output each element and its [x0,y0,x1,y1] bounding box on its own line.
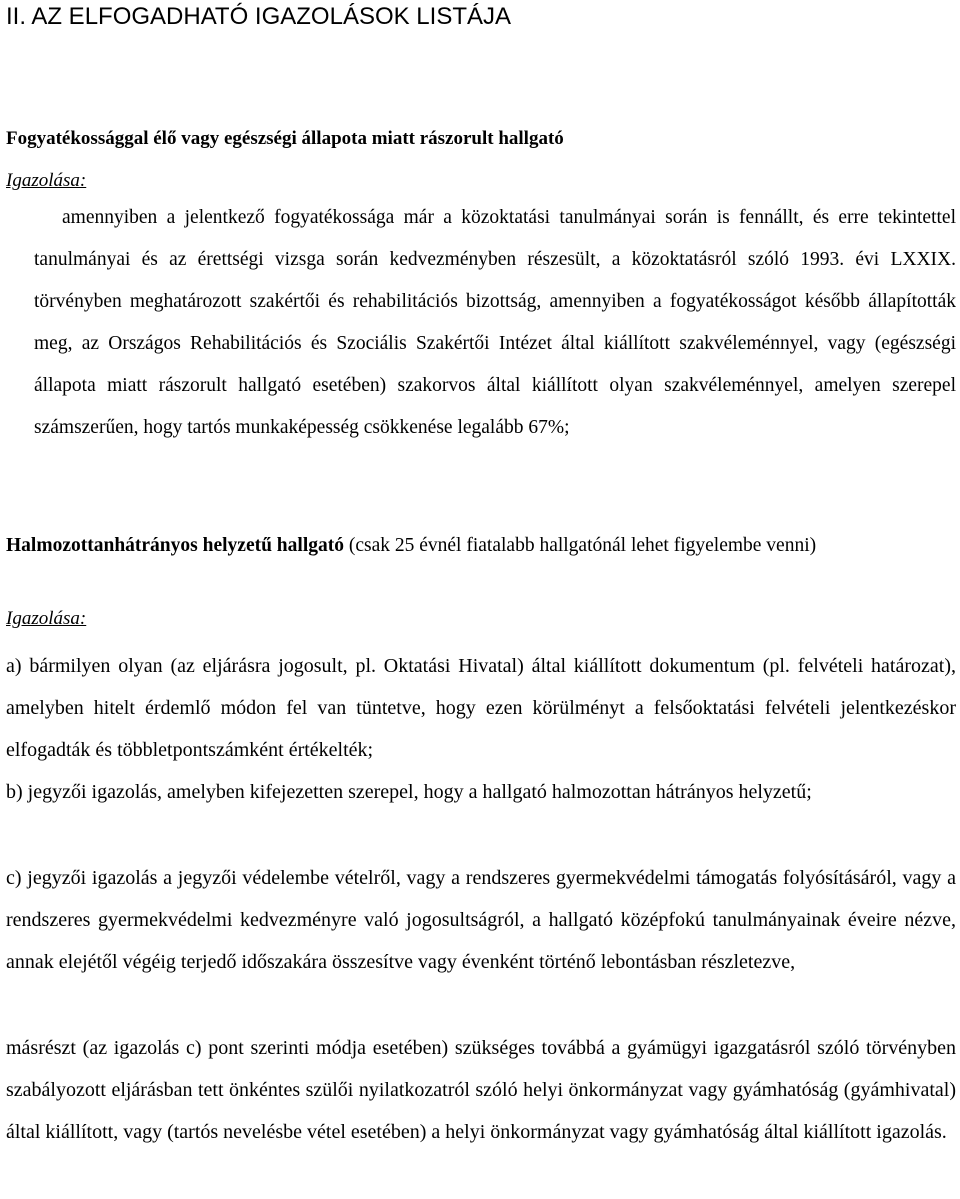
section1-body-text: amennyiben a jelentkező fogyatékossága már a közoktatási tanulmányai során is fennállt, és erre tekintettel tanulmányai és az érettségi vizsga során kedvezményben részesült, a közoktatásról szóló 1993. évi LXXIX. törvényben meghatározott szakértői és rehabilitációs bizottság, amennyiben a fogyatékosságot később állapították meg, az Országos Rehabilitációs és Szociális Szakértői Intézet által kiállított szakvéleménnyel, vagy (egészségi állapota miatt rászorult hallgató esetében) szakorvos által kiállított olyan szakvéleménnyel, amelyen szerepel számszerűen, hogy tartós munkaképesség csökkenése legalább 67%; [34,207,956,438]
list-item-d: másrészt (az igazolás c) pont szerinti módja esetében) szükséges továbbá a gyámügyi igazgatásról szóló törvényben szabályozott eljárásban tett önkéntes szülői nyilatkozatról szóló helyi önkormányzat vagy gyámhatóság (gyámhivatal) által kiállított, vagy (tartós nevelésbe vétel esetében) a helyi önkormányzat vagy gyámhatóság által kiállított igazolás. [6,1037,956,1143]
list-item-c: c) jegyzői igazolás a jegyzői védelembe vételről, vagy a rendszeres gyermekvédelmi támogatás folyósításáról, vagy a rendszeres gyermekvédelmi kedvezményre való jogosultságról, a hallgató középfokú tanulmányainak éveire nézve, annak elejétől végéig terjedő időszakára összesítve vagy évenként történő lebontásban részletezve, [6,867,956,973]
list-item-b: b) jegyzői igazolás, amelyben kifejezetten szerepel, hogy a hallgató halmozottan hátrányos helyzetű; [6,781,812,803]
section-heading-fogyatekos: Fogyatékossággal élő vagy egészségi állapota miatt rászorult hallgató [6,128,564,149]
igazolas-label-2: Igazolása: [6,608,87,629]
halmozott-heading-note: (csak 25 évnél fiatalabb hallgatónál lehet figyelembe venni) [348,535,817,556]
list-item-a: a) bármilyen olyan (az eljárásra jogosult, pl. Oktatási Hivatal) által kiállított dokumentum (pl. felvételi határozat), amelyben hitelt érdemlő módon fel van tüntetve, hogy ezen körülményt a felsőoktatási felvételi jelentkezéskor elfogadták és többletpontszámként értékelték; [6,655,956,761]
halmozott-heading-text: Halmozottanhátrányos helyzetű hallgató [6,535,344,556]
section-heading-halmozott [6,529,956,563]
page-title: II. AZ ELFOGADHATÓ IGAZOLÁSOK LISTÁJA [6,3,512,30]
igazolas-label-1: Igazolása: [6,170,87,191]
